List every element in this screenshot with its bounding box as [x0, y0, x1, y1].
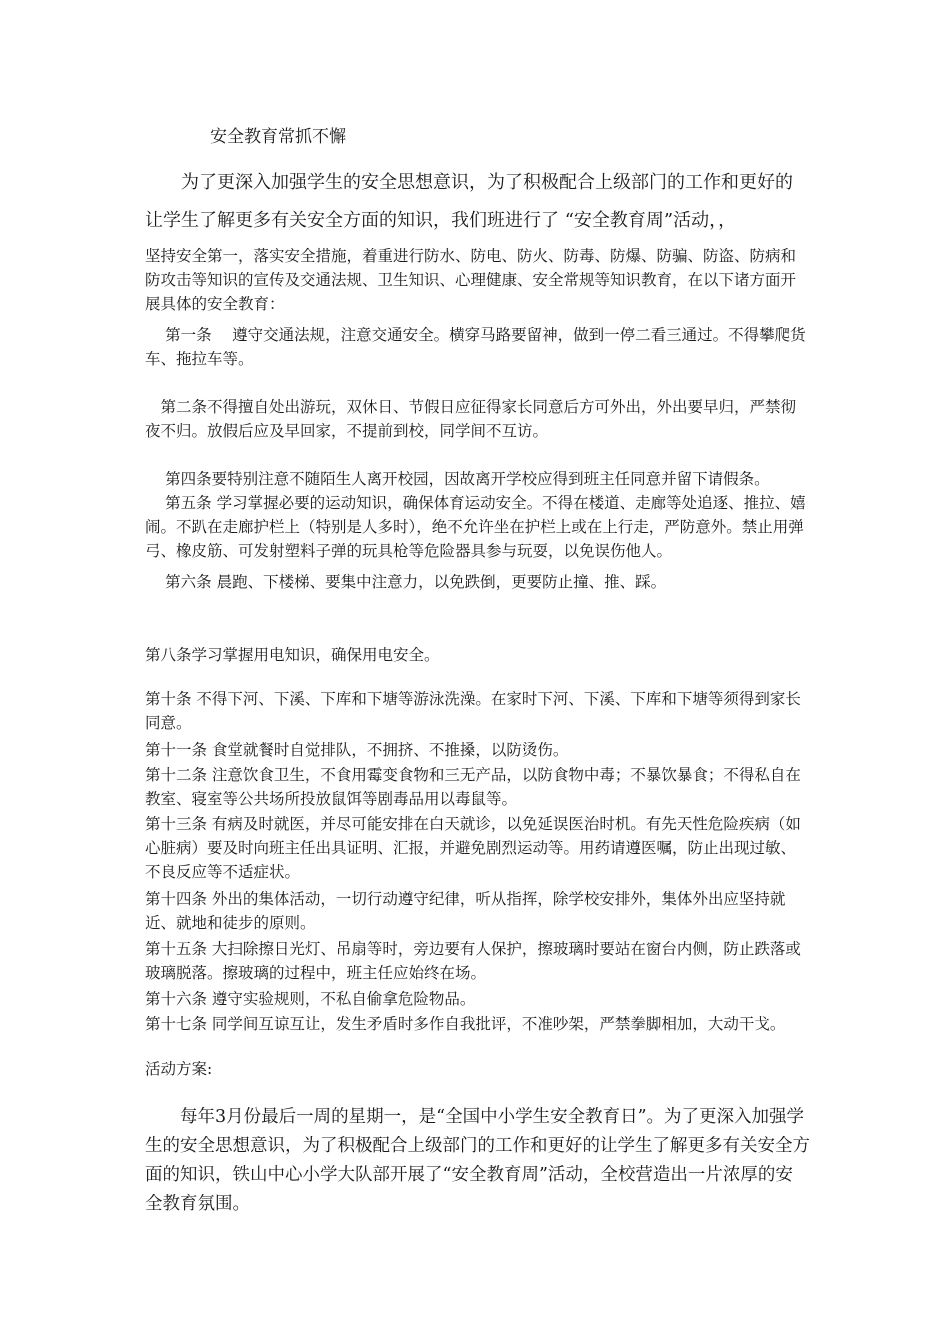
- rule-15: 第十五条 大扫除擦日光灯、吊扇等时，旁边要有人保护，擦玻璃时要站在窗台内侧，防止跌落或玻璃脱落。擦玻璃的过程中，班主任应始终在场。: [145, 940, 801, 982]
- rule-17: 第十七条 同学间互谅互让，发生矛盾时多作自我批评，不准吵架，严禁拳脚相加，大动干戈。: [145, 1015, 786, 1033]
- rule-13: 第十三条 有病及时就医，并尽可能安排在白天就诊，以免延误医治时机。有先天性危险疾病（如心脏病）要及时向班主任出具证明、汇报，并避免剧烈运动等。用药请遵医嘱，防止出现过敏、不良反应等不适症状。: [145, 815, 801, 881]
- rule-5: 第五条 学习掌握必要的运动知识，确保体育运动安全。不得在楼道、走廊等处追逐、推拉、嬉闹。不趴在走廊护栏上（特别是人多时），绝不允许坐在护栏上或在上行走，严防意外。禁止用弹弓、橡皮筋、可发射塑料子弹的玩具枪等危险器具参与玩耍，以免误伤他人。: [145, 494, 806, 560]
- plan-heading: 活动方案:: [145, 1060, 213, 1078]
- rule-16: 第十六条 遵守实验规则，不私自偷拿危险物品。: [145, 990, 476, 1008]
- rule-12: 第十二条 注意饮食卫生，不食用霉变食物和三无产品，以防食物中毒；不暴饮暴食；不得私自在教室、寝室等公共场所投放鼠饵等剧毒品用以毒鼠等。: [145, 766, 801, 808]
- document-title: 安全教育常抓不懈: [210, 127, 346, 147]
- rule-2: 第二条不得擅自处出游玩，双休日、节假日应征得家长同意后方可外出，外出要早归，严禁彻夜不归。放假后应及早回家，不提前到校，同学间不互访。: [145, 398, 797, 440]
- scope-paragraph: 坚持安全第一，落实安全措施，着重进行防水、防电、防火、防毒、防爆、防骗、防盗、防病和防攻击等知识的宣传及交通法规、卫生知识、心理健康、安全常规等知识教育，在以下诸方面开展具体的安全教育：: [145, 247, 797, 313]
- rule-6: 第六条 晨跑、下楼梯、要集中注意力，以免跌倒，更要防止撞、推、踩。: [165, 573, 667, 591]
- rule-14: 第十四条 外出的集体活动，一切行动遵守纪律，听从指挥，除学校安排外，集体外出应坚持就近、就地和徒步的原则。: [145, 890, 786, 932]
- rule-1: 第一条 遵守交通法规，注意交通安全。横穿马路要留神，做到一停二看三通过。不得攀爬货车、拖拉车等。: [145, 326, 806, 368]
- rule-8: 第八条学习掌握用电知识，确保用电安全。: [145, 646, 440, 664]
- intro-paragraph: 为了更深入加强学生的安全思想意识，为了积极配合上级部门的工作和更好的让学生了解更多有关安全方面的知识，我们班进行了 “安全教育周”活动，，: [145, 172, 793, 231]
- rule-4: 第四条要特别注意不随陌生人离开校园，因故离开学校应得到班主任同意并留下请假条。: [165, 470, 770, 488]
- plan-paragraph: 每年3月份最后一周的星期一，是“全国中小学生安全教育日”。为了更深入加强学生的安全思想意识，为了积极配合上级部门的工作和更好的让学生了解更多有关安全方面的知识，铁山中心小学大队部开展了“安全教育周”活动，全校营造出一片浓厚的安全教育氛围。: [145, 1107, 810, 1214]
- rule-10: 第十条 不得下河、下溪、下库和下塘等游泳洗澡。在家时下河、下溪、下库和下塘等须得到家长同意。: [145, 690, 801, 732]
- rule-11: 第十一条 食堂就餐时自觉排队，不拥挤、不推搡，以防烫伤。: [145, 741, 569, 759]
